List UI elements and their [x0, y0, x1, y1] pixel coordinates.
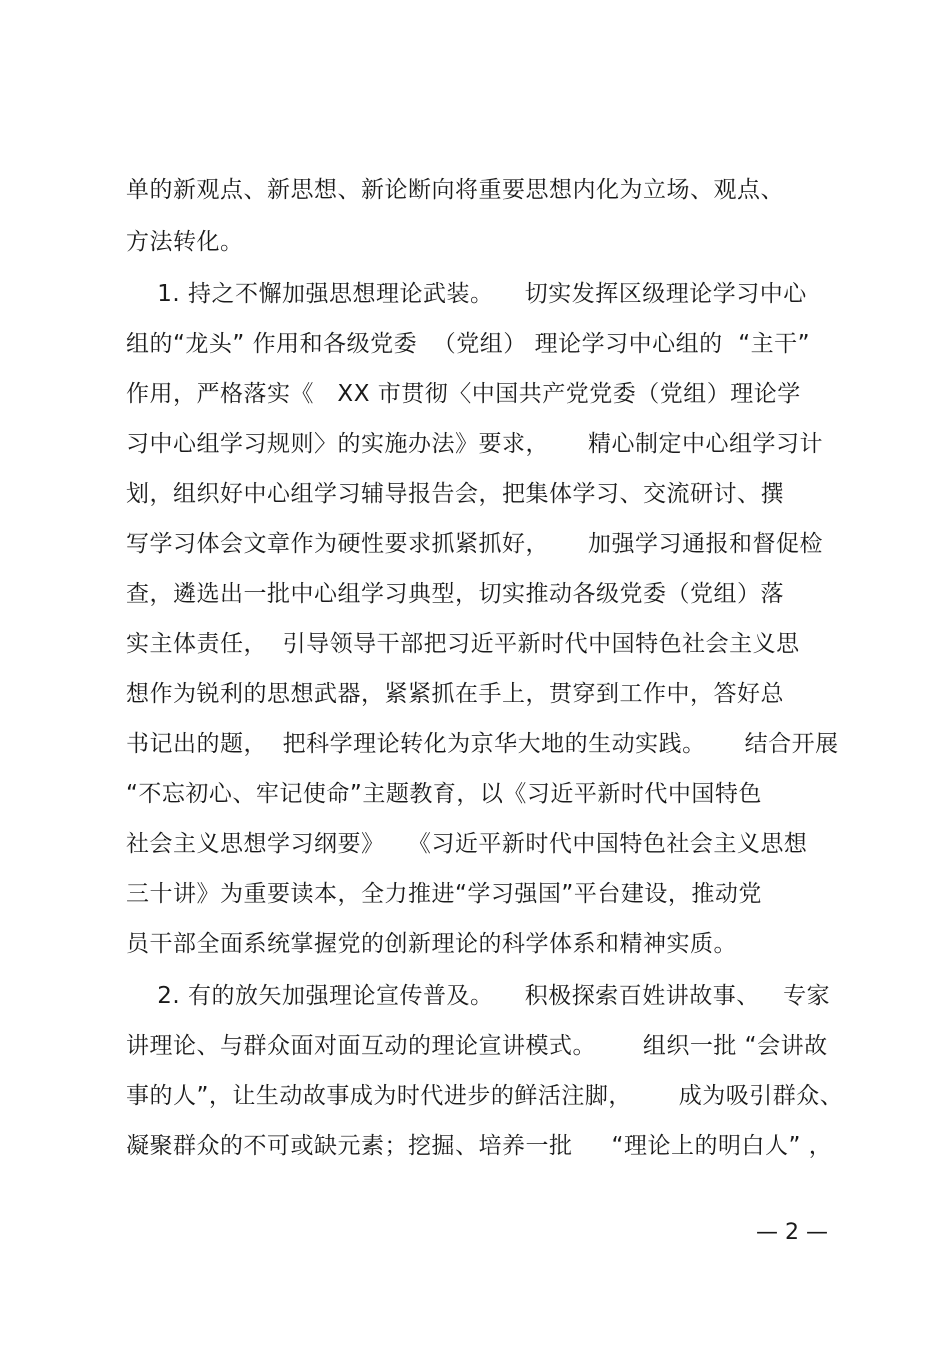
- text-line: 划，组织好中心组学习辅导报告会，把集体学习、交流研讨、撰: [126, 481, 784, 507]
- text-line: 社会主义思想学习纲要》 《习近平新时代中国特色社会主义思想: [126, 831, 808, 857]
- text-line: 方法转化。: [126, 229, 244, 255]
- text-line: 写学习体会文章作为硬性要求抓紧抓好， 加强学习通报和督促检: [126, 531, 824, 557]
- text-line: 讲理论、与群众面对面互动的理论宣讲模式。 组织一批 “会讲故: [126, 1033, 828, 1059]
- text-line: 书记出的题， 把科学理论转化为京华大地的生动实践。 结合开展: [126, 731, 839, 757]
- text-line: 习中心组学习规则〉的实施办法》要求， 精心制定中心组学习计: [126, 431, 824, 457]
- text-line: 组的“龙头” 作用和各级党委 （党组） 理论学习中心组的 “主干”: [126, 331, 811, 357]
- text-line: 单的新观点、新思想、新论断向将重要思想内化为立场、观点、: [126, 177, 784, 203]
- text-line: 作用，严格落实《 XX 市贯彻〈中国共产党党委（党组）理论学: [126, 381, 801, 407]
- text-line: 三十讲》为重要读本，全力推进“学习强国”平台建设，推动党: [126, 881, 762, 907]
- text-line: 1. 持之不懈加强思想理论武装。 切实发挥区级理论学习中心: [126, 281, 807, 307]
- text-line: 2. 有的放矢加强理论宣传普及。 积极探索百姓讲故事、 专家: [126, 983, 831, 1009]
- text-line: 查，遴选出一批中心组学习典型，切实推动各级党委（党组）落: [126, 581, 784, 607]
- text-line: 凝聚群众的不可或缺元素；挖掘、培养一批 “理论上的明白人” ，: [126, 1133, 833, 1159]
- text-line: 实主体责任， 引导领导干部把习近平新时代中国特色社会主义思: [126, 631, 800, 657]
- text-line: 员干部全面系统掌握党的创新理论的科学体系和精神实质。: [126, 931, 737, 957]
- text-line: “不忘初心、牢记使命”主题教育，以《习近平新时代中国特色: [126, 781, 762, 807]
- page-number: — 2 —: [756, 1220, 828, 1245]
- text-line: 事的人”，让生动故事成为时代进步的鲜活注脚， 成为吸引群众、: [126, 1083, 844, 1109]
- text-line: 想作为锐利的思想武器，紧紧抓在手上，贯穿到工作中，答好总: [126, 681, 784, 707]
